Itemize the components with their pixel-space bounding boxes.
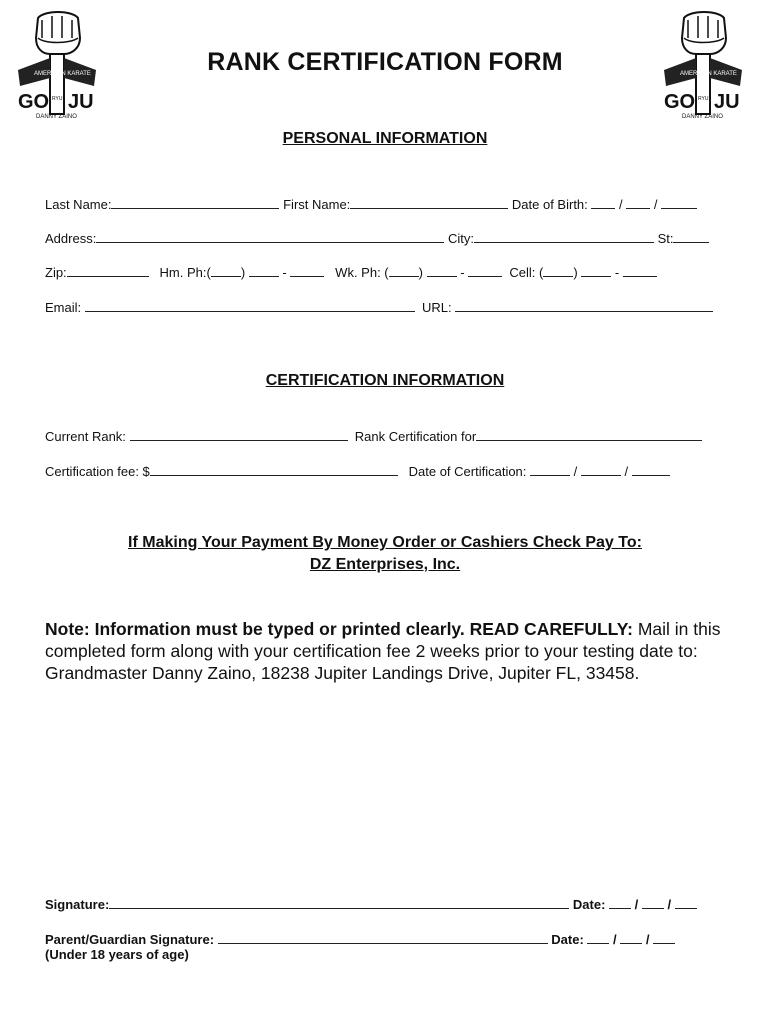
svg-text:DANNY ZAINO: DANNY ZAINO	[682, 114, 723, 120]
cell-area-field[interactable]	[543, 263, 573, 277]
certification-info-heading: CERTIFICATION INFORMATION	[265, 372, 505, 389]
guardian-date-day-field[interactable]	[620, 930, 642, 944]
guardian-age-note: (Under 18 years of age)	[45, 947, 189, 962]
name-row: Last Name: First Name: Date of Birth: / /	[45, 195, 697, 212]
guardian-date-year-field[interactable]	[653, 930, 675, 944]
note-bold-1: Note: Information must be typed or printed clearly.	[45, 619, 465, 639]
guardian-signature-label: Parent/Guardian Signature:	[45, 932, 215, 947]
url-field[interactable]	[455, 298, 713, 312]
cell-line-field[interactable]	[623, 263, 657, 277]
guardian-date-label: Date:	[551, 932, 584, 947]
state-field[interactable]	[673, 229, 709, 243]
guardian-signature-field[interactable]	[218, 930, 548, 944]
zip-label: Zip:	[45, 265, 67, 280]
signature-date-year-field[interactable]	[675, 895, 697, 909]
payment-instruction	[0, 532, 770, 576]
note-text: Mail in this completed form along with your certification fee 2 weeks prior to your testing date to: Grandmaster Danny Zaino, 18238 Jupiter Landings Drive, Jupiter FL, 33458.	[45, 619, 721, 683]
current-rank-field[interactable]	[130, 427, 348, 441]
dob-day-field[interactable]	[626, 195, 650, 209]
svg-text:GO: GO	[18, 91, 50, 113]
signature-date-month-field[interactable]	[609, 895, 631, 909]
address-row	[45, 229, 709, 246]
home-phone-area-field[interactable]	[211, 263, 241, 277]
dob-label: Date of Birth:	[511, 197, 588, 212]
cell-prefix-field[interactable]	[581, 263, 611, 277]
address-field[interactable]	[96, 229, 444, 243]
rank-for-field[interactable]	[476, 427, 702, 441]
signature-row: Signature: Date: / /	[45, 895, 697, 912]
city-field[interactable]	[474, 229, 654, 243]
address-label: Address:	[45, 231, 97, 246]
zip-field[interactable]	[67, 263, 149, 277]
work-phone-prefix-field[interactable]	[427, 263, 457, 277]
work-phone-label: Wk. Ph: (	[335, 265, 389, 280]
dob-month-field[interactable]	[591, 195, 615, 209]
cert-date-year-field[interactable]	[632, 462, 670, 476]
fee-row: Certification fee: $ Date of Certification: / /	[45, 462, 670, 479]
cert-date-label: Date of Certification:	[408, 464, 527, 479]
state-label: St:	[657, 231, 674, 246]
svg-text:RYU: RYU	[698, 96, 709, 102]
svg-text:DANNY ZAINO: DANNY ZAINO	[36, 114, 77, 120]
first-name-label: First Name:	[283, 197, 351, 212]
svg-text:AMERICAN KARATE: AMERICAN KARATE	[680, 71, 737, 77]
home-phone-prefix-field[interactable]	[249, 263, 279, 277]
work-phone-line-field[interactable]	[468, 263, 502, 277]
email-label: Email:	[45, 300, 82, 315]
signature-date-day-field[interactable]	[642, 895, 664, 909]
fee-label: Certification fee: $	[45, 464, 150, 479]
guardian-date-month-field[interactable]	[587, 930, 609, 944]
dob-year-field[interactable]	[661, 195, 697, 209]
svg-text:RYU: RYU	[52, 96, 63, 102]
home-phone-label: Hm. Ph:(	[159, 265, 211, 280]
svg-text:AMERICAN KARATE: AMERICAN KARATE	[34, 71, 91, 77]
home-phone-line-field[interactable]	[290, 263, 324, 277]
fee-field[interactable]	[150, 462, 398, 476]
note-paragraph	[45, 618, 735, 684]
last-name-field[interactable]	[111, 195, 279, 209]
city-label: City:	[447, 231, 474, 246]
payment-line-1: If Making Your Payment By Money Order or Cashiers Check Pay To:	[128, 534, 642, 551]
rank-row	[45, 427, 702, 444]
email-field[interactable]	[85, 298, 415, 312]
svg-text:GO: GO	[664, 91, 696, 113]
svg-text:JU: JU	[68, 91, 94, 113]
signature-date-label: Date:	[572, 897, 606, 912]
first-name-field[interactable]	[350, 195, 508, 209]
signature-field[interactable]	[109, 895, 569, 909]
cert-date-day-field[interactable]	[581, 462, 621, 476]
cell-label: Cell: (	[509, 265, 544, 280]
page-title: RANK CERTIFICATION FORM	[207, 48, 563, 76]
current-rank-label: Current Rank:	[45, 429, 126, 444]
svg-text:JU: JU	[714, 91, 740, 113]
note-bold-2: READ CAREFULLY:	[469, 619, 633, 639]
email-row	[45, 298, 713, 315]
url-label: URL:	[421, 300, 452, 315]
personal-info-heading: PERSONAL INFORMATION	[282, 130, 488, 147]
work-phone-area-field[interactable]	[389, 263, 419, 277]
rank-for-label: Rank Certification for	[354, 429, 477, 444]
guardian-signature-row: Parent/Guardian Signature: Date: / /	[45, 930, 675, 947]
phone-row: Zip: Hm. Ph:( ) - Wk. Ph: ( ) - Cell: ( ) -	[45, 263, 657, 280]
last-name-label: Last Name:	[45, 197, 112, 212]
cert-date-month-field[interactable]	[530, 462, 570, 476]
signature-label: Signature:	[45, 897, 110, 912]
payment-payee: DZ Enterprises, Inc.	[309, 556, 461, 573]
